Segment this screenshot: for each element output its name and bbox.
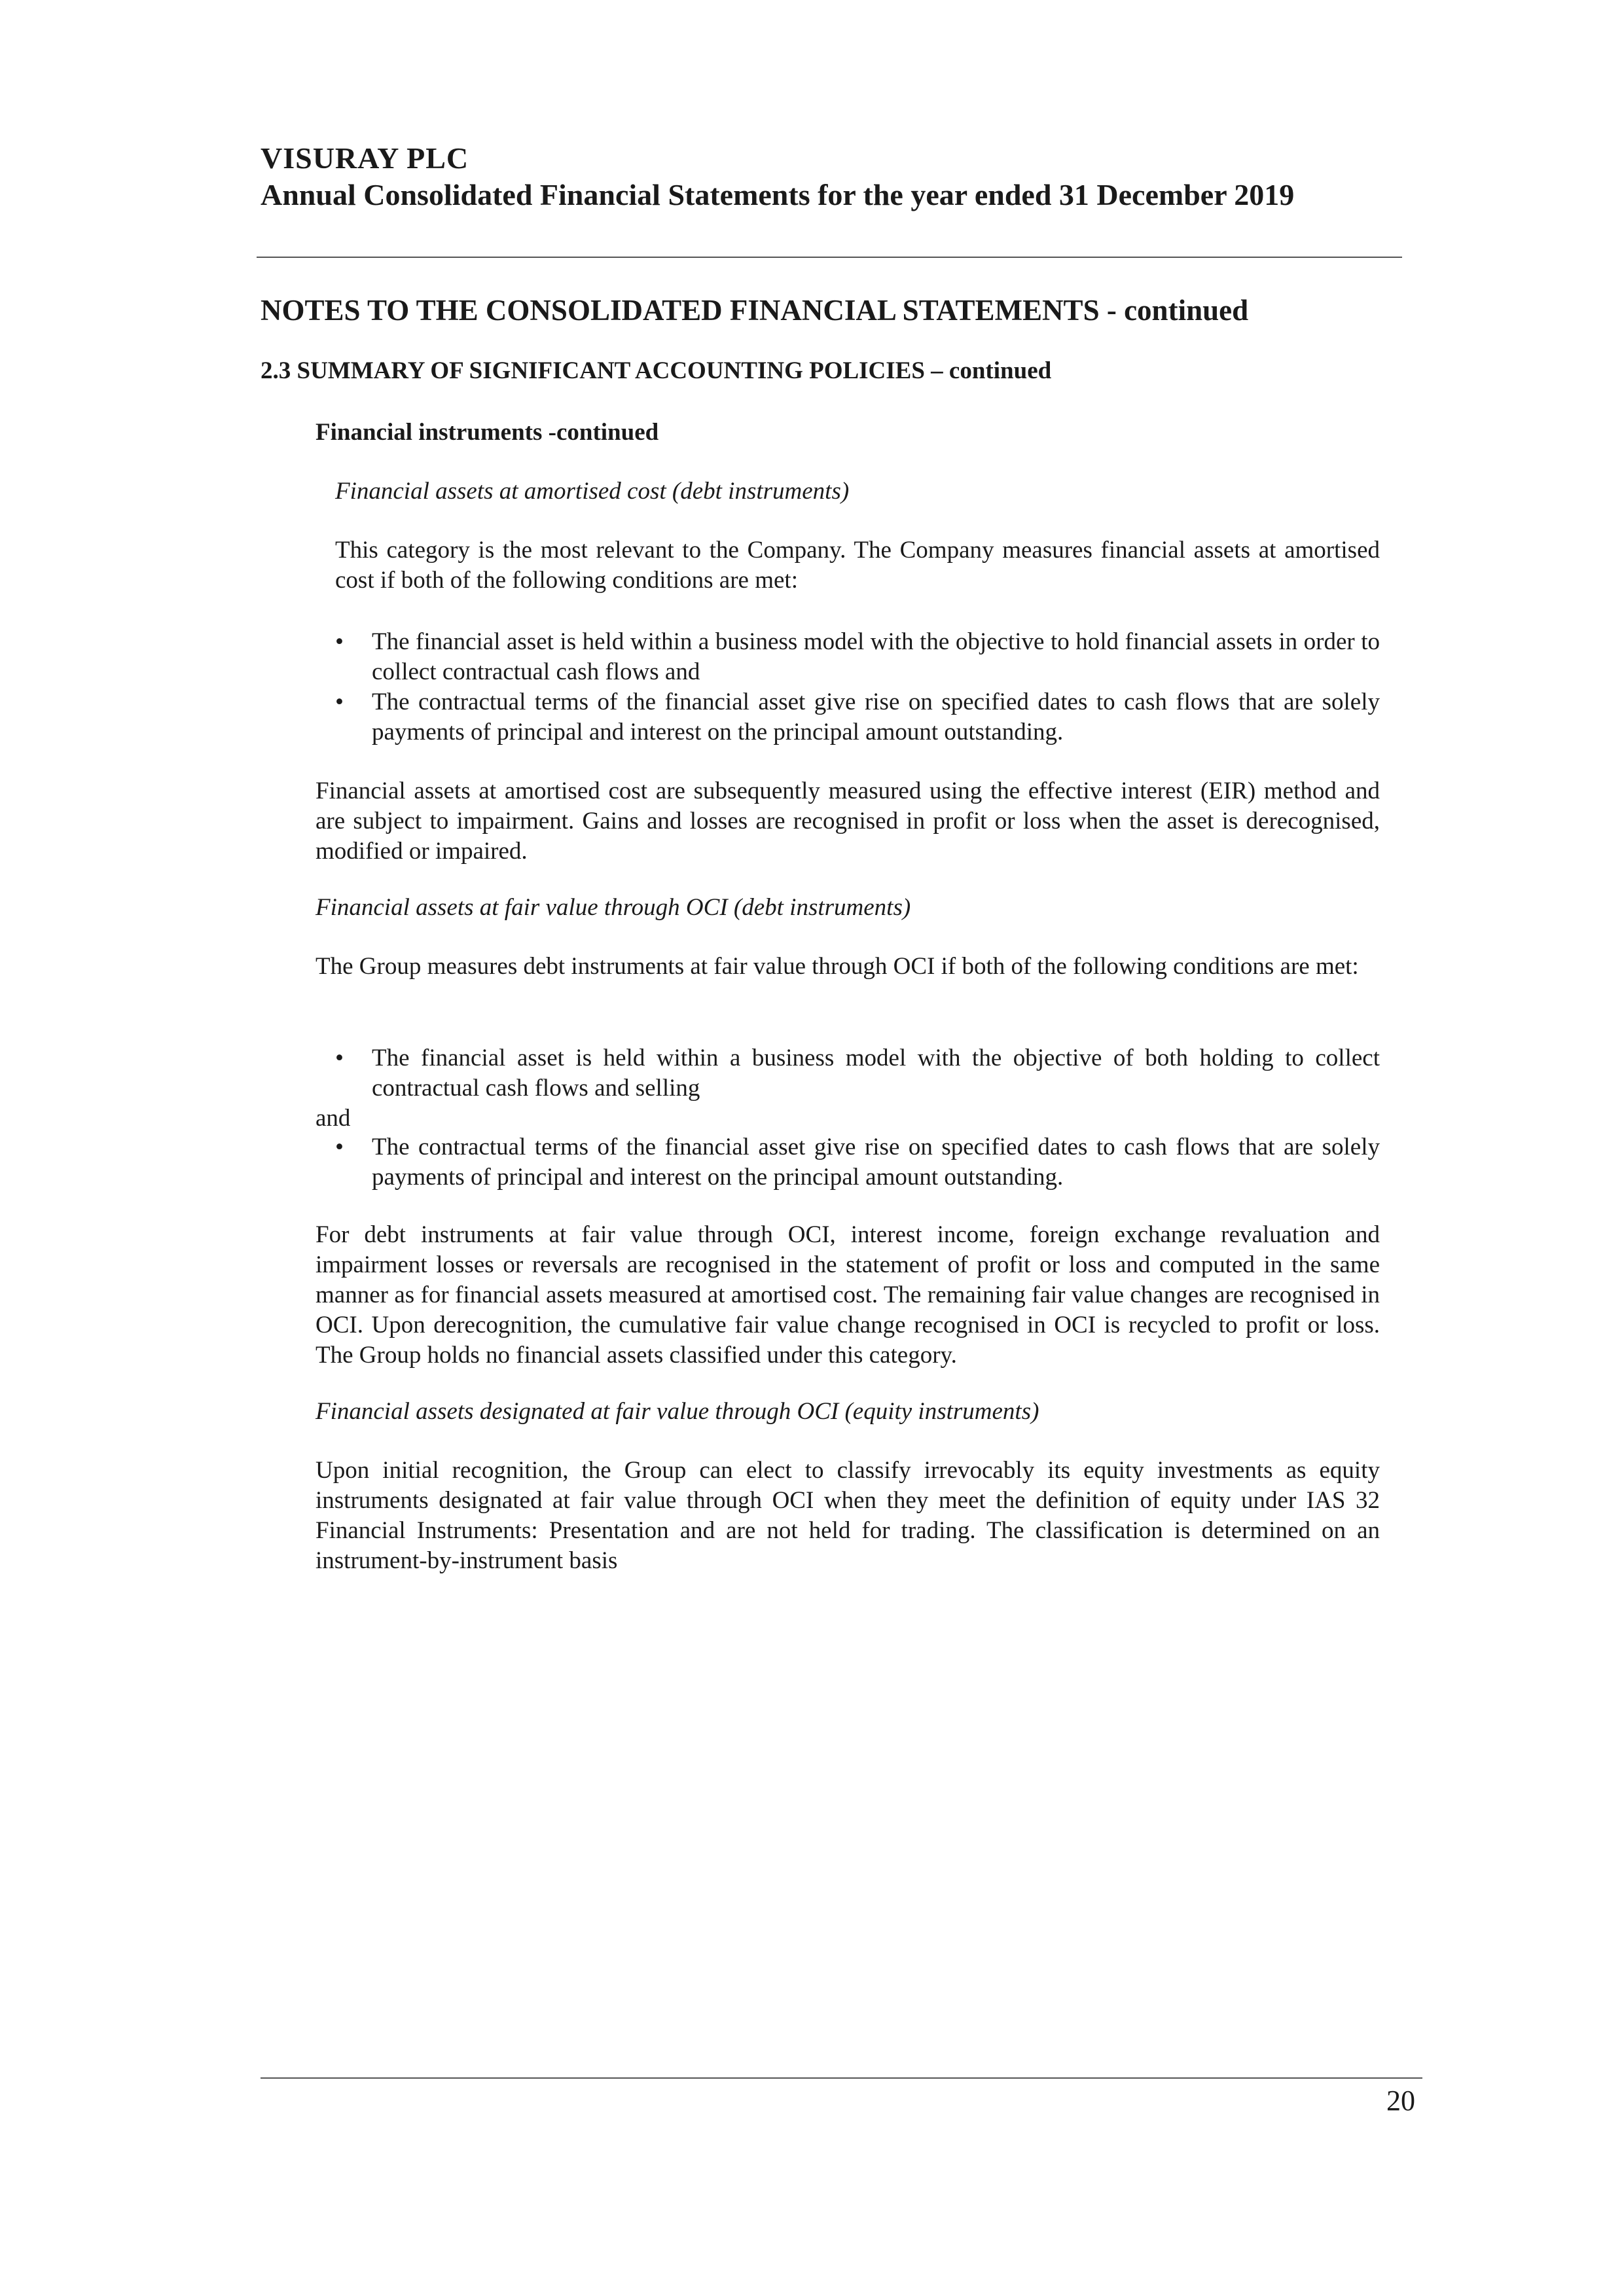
- fvoci-equity-subheading: Financial assets designated at fair value through OCI (equity instruments): [316, 1398, 1039, 1425]
- amortised-cost-intro: This category is the most relevant to the Company. The Company measures financial assets at amortised cost if both of the following conditions are met:: [335, 537, 1380, 594]
- list-item-text: The contractual terms of the financial asset give rise on specified dates to cash flows that are solely payments of principal and interest on the principal amount outstanding.: [372, 689, 1380, 745]
- list-item: [335, 687, 1380, 747]
- bullet-icon: •: [335, 1045, 344, 1071]
- notes-heading: NOTES TO THE CONSOLIDATED FINANCIAL STATEMENTS - continued: [261, 294, 1249, 327]
- section-heading: 2.3 SUMMARY OF SIGNIFICANT ACCOUNTING POLICIES – continued: [261, 357, 1052, 384]
- bullet-icon: •: [335, 689, 344, 715]
- bullet-icon: •: [335, 628, 344, 655]
- amortised-cost-conditions: [335, 627, 1380, 747]
- fvoci-debt-subheading: Financial assets at fair value through OCI (debt instruments): [316, 894, 911, 921]
- fvoci-equity-body: Upon initial recognition, the Group can elect to classify irrevocably its equity investments as equity instruments designated at fair value through OCI when they meet the definition of equity under IAS 32 Financial Instruments: Presentation and are not held for trading. The classification is determined on an instrument-by-instrument basis: [316, 1457, 1380, 1574]
- header-divider: [257, 257, 1402, 258]
- list-item-text: The contractual terms of the financial asset give rise on specified dates to cash flows that are solely payments of principal and interest on the principal amount outstanding.: [372, 1134, 1380, 1191]
- fvoci-debt-intro: The Group measures debt instruments at fair value through OCI if both of the following conditions are met:: [316, 953, 1359, 980]
- amortised-cost-measurement: Financial assets at amortised cost are subsequently measured using the effective interest (EIR) method and are subject to impairment. Gains and losses are recognised in profit or loss when the asset is derecognised, modified or impaired.: [316, 778, 1380, 865]
- bullet-icon: •: [335, 1134, 344, 1160]
- and-connector: and: [316, 1105, 351, 1132]
- company-name: VISURAY PLC: [261, 141, 469, 175]
- fvoci-debt-condition-2: [335, 1132, 1380, 1193]
- page-number: 20: [1386, 2085, 1415, 2117]
- financial-instruments-heading: Financial instruments -continued: [316, 419, 659, 446]
- fvoci-debt-treatment: For debt instruments at fair value through OCI, interest income, foreign exchange revaluation and impairment losses or reversals are recognised in the statement of profit or loss and computed in the same manner as for financial assets measured at amortised cost. The remaining fair value changes are recognised in OCI. Upon derecognition, the cumulative fair value change recognised in OCI is recycled to profit or loss. The Group holds no financial assets classified under this category.: [316, 1221, 1380, 1369]
- list-item: [335, 1043, 1380, 1103]
- fvoci-debt-condition-1: [335, 1043, 1380, 1103]
- amortised-cost-subheading: Financial assets at amortised cost (debt instruments): [335, 478, 850, 505]
- list-item: [335, 1132, 1380, 1193]
- footer-divider: [261, 2077, 1422, 2079]
- list-item-text: The financial asset is held within a business model with the objective of both holding to collect contractual cash flows and selling: [372, 1045, 1380, 1102]
- report-title: Annual Consolidated Financial Statements for the year ended 31 December 2019: [261, 178, 1295, 211]
- list-item-text: The financial asset is held within a business model with the objective to hold financial assets in order to collect contractual cash flows and: [372, 628, 1380, 685]
- list-item: [335, 627, 1380, 687]
